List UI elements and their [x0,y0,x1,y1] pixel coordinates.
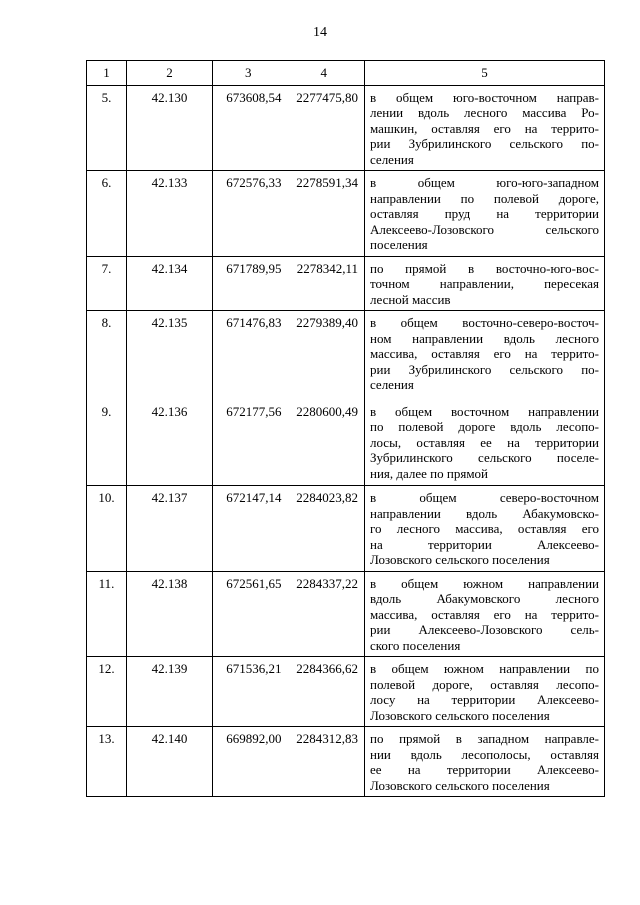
description-line: направлении по полевой дороге, [370,190,599,206]
point-id [127,311,213,486]
description-line: ном направлении вдоль лесного [370,330,599,346]
row-number-value: 13. [98,731,115,746]
description-line: Лозовского сельского поселения [370,552,550,567]
coord-x [213,311,284,486]
description-line: рии Зубрилинского сельского по- [370,136,599,151]
coord-y [284,311,365,486]
coord-x-value: 673608,54 [226,89,282,105]
coord-y-value: 2284023,82 [296,490,358,505]
table-row [87,85,605,171]
description-block [370,490,599,568]
description-line: лении вдоль лесного массива Ро- [370,105,599,120]
description-line: поселения [370,237,428,252]
coord-y [284,571,365,657]
row-number-value: 6. [101,175,112,190]
description-line: массива, оставляя его на террито- [370,606,599,622]
description-line: го лесного массива, оставляя его [370,521,599,536]
row-number [87,657,127,727]
coord-x-value: 671476,83 [226,315,282,330]
description-line: Алексеево-Лозовского сельского [370,221,599,237]
row-number-value: 11. [98,575,115,591]
table-row [87,727,605,797]
header-col-1: 1 [87,61,127,86]
description-block [370,576,599,654]
table-row [87,571,605,657]
coord-y [284,657,365,727]
description-line: Лозовского сельского поселения [370,777,550,793]
description-line: в общем восточно-северо-восточ- [370,315,599,330]
row-spacer [370,393,599,404]
row-spacer [91,331,122,404]
coord-y-value: 2279389,40 [296,315,358,330]
coord-y-value: 2278591,34 [296,175,358,190]
description-line: нии вдоль лесополосы, оставляя [370,746,599,762]
description-line: ния, далее по прямой [370,465,488,481]
boundary-description [365,657,605,727]
header-col-4: 4 [284,61,365,86]
coord-x [213,727,284,797]
point-id-value: 42.130 [151,89,188,105]
row-spacer [131,331,208,404]
row-number [87,171,127,257]
row-number [87,727,127,797]
coord-x-value: 672147,14 [226,490,282,505]
coord-y-value: 2284337,22 [296,575,358,591]
point-id-value: 42.137 [151,490,188,505]
description-line: лесной массив [370,291,451,307]
row-number [87,571,127,657]
row-number [87,486,127,572]
boundary-description [365,311,605,486]
coord-x-value: 672561,65 [226,575,282,591]
table-body [87,85,605,797]
description-line: оставляя пруд на территории [370,206,599,221]
coord-x-value: 669892,00 [226,731,282,746]
coord-y-value: 2278342,11 [296,260,358,276]
point-id-value: 42.135 [151,315,188,330]
description-block [370,90,599,168]
row-number [87,85,127,171]
coord-y [284,171,365,257]
point-id [127,571,213,657]
description-line: в общем юго-восточном направ- [370,89,599,105]
coord-y [284,727,365,797]
description-line: по полевой дороге вдоль лесопо- [370,419,599,434]
coord-x-value: 672177,56 [226,403,282,419]
row-spacer [217,331,282,404]
table-row [87,256,605,311]
description-block [370,731,599,793]
header-col-5: 5 [365,61,605,86]
point-id-value: 42.134 [151,260,188,276]
coord-y [284,256,365,311]
description-line: машкин, оставляя его на террито- [370,120,599,136]
table-header-row [87,61,605,86]
boundary-table [86,60,605,797]
description-block [370,315,599,393]
description-block [370,175,599,253]
boundary-description [365,486,605,572]
header-col-2: 2 [127,61,213,86]
description-line: в общем южном направлении [370,575,599,591]
table-row [87,486,605,572]
coord-x [213,571,284,657]
description-line: массива, оставляя его на террито- [370,346,599,361]
description-block [370,261,599,308]
point-id [127,727,213,797]
coord-x-value: 671536,21 [226,661,282,676]
coord-x [213,256,284,311]
description-line: полевой дороге, оставляя лесопо- [370,676,599,692]
coord-x [213,486,284,572]
row-number [87,311,127,486]
boundary-description [365,171,605,257]
description-block [370,661,599,723]
description-line: на территории Алексеево- [370,536,599,552]
description-line: направлении вдоль Абакумовско- [370,505,599,521]
description-line: лосу на территории Алексеево- [370,692,599,707]
description-line: вдоль Абакумовского лесного [370,591,599,606]
row-number-value: 9. [101,403,112,419]
description-line: по прямой в западном направле- [370,731,599,746]
coord-y [284,486,365,572]
page-number: 14 [313,25,327,40]
point-id-value: 42.138 [151,575,188,591]
description-line: лосы, оставляя ее на территории [370,434,599,450]
boundary-description [365,571,605,657]
coord-x [213,171,284,257]
coord-x [213,85,284,171]
coord-y-value: 2280600,49 [296,403,358,419]
description-line: рии Зубрилинского сельского по- [370,361,599,377]
row-number-value: 5. [101,89,112,105]
coord-y [284,85,365,171]
description-block [370,404,599,482]
point-id [127,657,213,727]
description-line: в общем юго-юго-западном [370,175,599,190]
row-number [87,256,127,311]
boundary-description [365,727,605,797]
description-line: ее на территории Алексеево- [370,762,599,777]
row-number-value: 8. [101,315,112,330]
point-id-value: 42.133 [151,175,188,190]
description-line: в общем северо-восточном [370,490,599,505]
description-line: в общем восточном направлении [370,403,599,419]
description-line: Зубрилинского сельского поселе- [370,450,599,465]
point-id-value: 42.136 [151,403,188,419]
description-line: рии Алексеево-Лозовского сель- [370,622,599,637]
point-id [127,256,213,311]
point-id-value: 42.139 [151,661,188,676]
coord-x-value: 671789,95 [226,260,282,276]
coord-x-value: 672576,33 [226,175,282,190]
table-row [87,657,605,727]
point-id [127,171,213,257]
boundary-description [365,85,605,171]
description-line: селения [370,377,414,392]
row-spacer [288,331,359,404]
coord-x [213,657,284,727]
row-number-value: 7. [101,260,112,276]
point-id [127,85,213,171]
description-line: селения [370,151,414,167]
description-line: Лозовского сельского поселения [370,707,550,723]
description-line: по прямой в восточно-юго-вос- [370,260,599,276]
description-line: ского поселения [370,637,461,653]
boundary-description [365,256,605,311]
row-number-value: 12. [98,661,115,676]
description-line: в общем южном направлении по [370,661,599,676]
table-row [87,311,605,486]
coord-y-value: 2277475,80 [296,89,358,105]
point-id [127,486,213,572]
coord-y-value: 2284312,83 [296,731,358,746]
coord-y-value: 2284366,62 [296,661,358,676]
row-number-value: 10. [98,490,115,505]
point-id-value: 42.140 [151,731,188,746]
table-row [87,171,605,257]
header-col-3: 3 [213,61,284,86]
description-line: точном направлении, пересекая [370,276,599,291]
